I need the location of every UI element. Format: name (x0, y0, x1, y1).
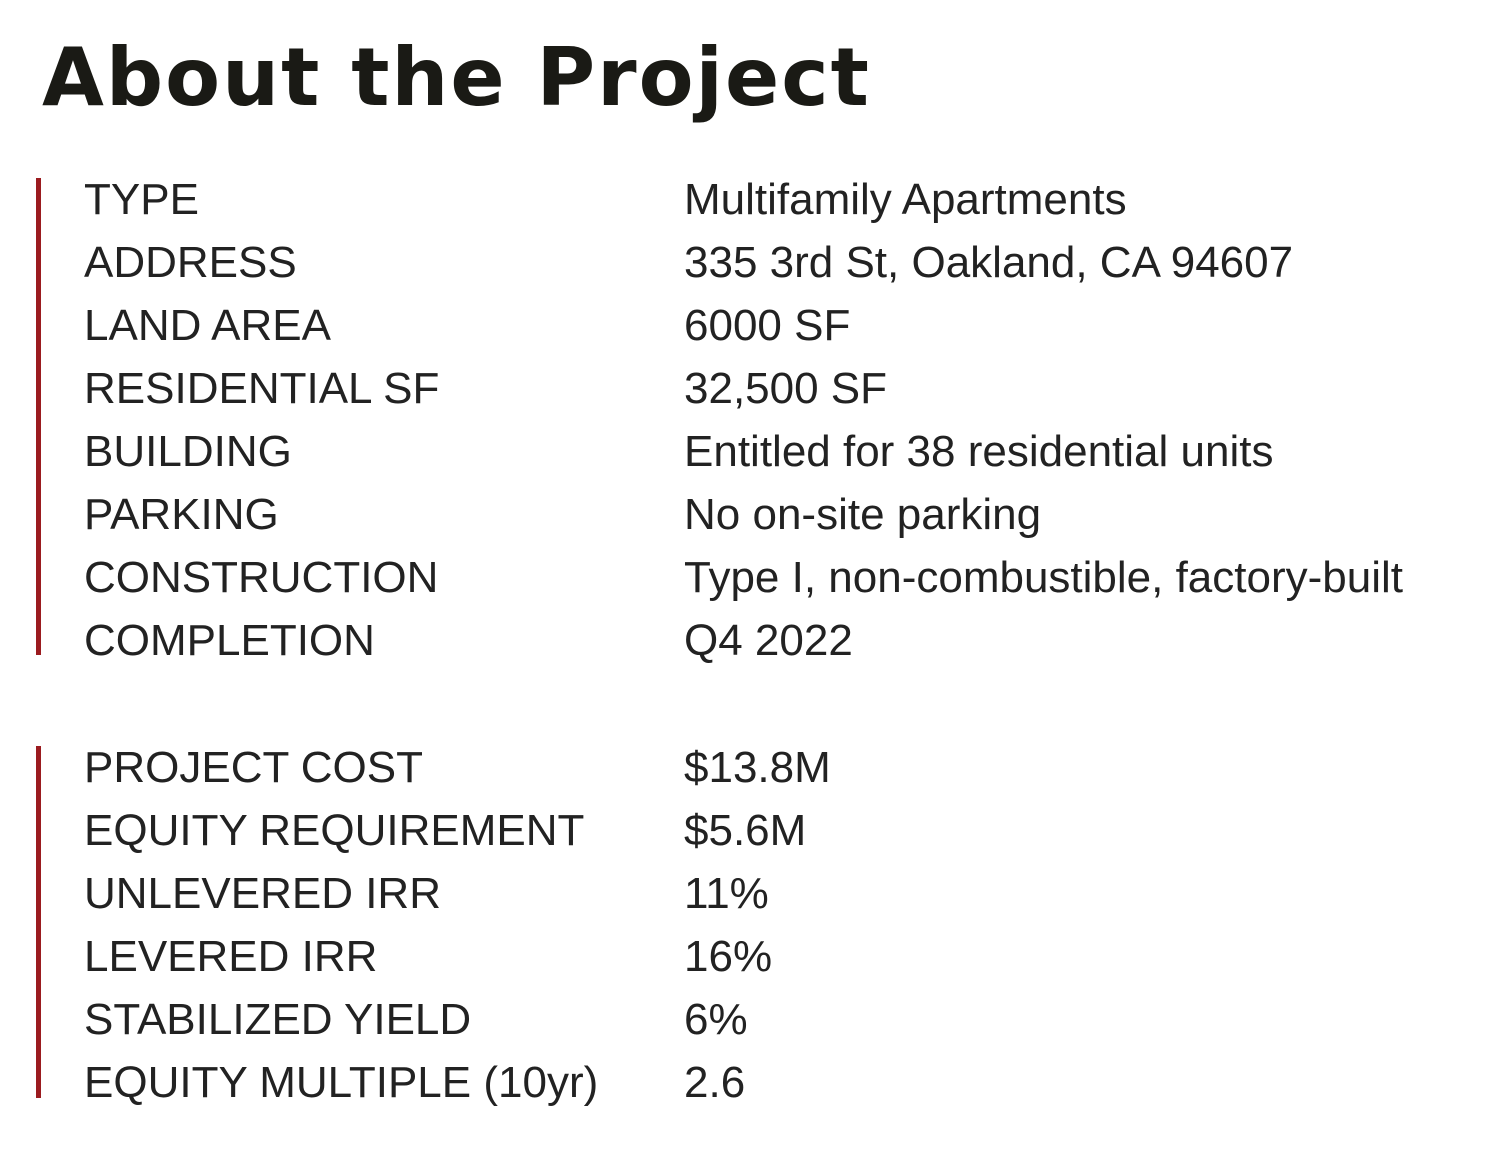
detail-label: COMPLETION (84, 616, 375, 665)
detail-label: ADDRESS (84, 238, 297, 287)
detail-label: PARKING (84, 490, 279, 539)
detail-row-completion (41, 616, 1481, 682)
financial-value: 16% (684, 932, 773, 981)
financial-row-unlevered-irr (41, 869, 1481, 935)
detail-row-residential-sf (41, 364, 1481, 430)
detail-value: No on-site parking (684, 490, 1042, 539)
detail-value: Multifamily Apartments (684, 175, 1127, 224)
financial-label: UNLEVERED IRR (84, 869, 441, 918)
financial-value: $5.6M (684, 806, 807, 855)
financial-value: 2.6 (684, 1058, 746, 1107)
financial-value: 6% (684, 995, 748, 1044)
detail-label: CONSTRUCTION (84, 553, 439, 602)
detail-label: RESIDENTIAL SF (84, 364, 440, 413)
detail-row-land-area (41, 301, 1481, 367)
detail-value: Q4 2022 (684, 616, 853, 665)
financial-label: EQUITY MULTIPLE (10yr) (84, 1058, 599, 1107)
financial-label: STABILIZED YIELD (84, 995, 472, 1044)
detail-row-type (41, 175, 1481, 241)
financials-section (36, 743, 1481, 1107)
financial-label: PROJECT COST (84, 743, 424, 792)
financial-value: $13.8M (684, 743, 831, 792)
detail-value: 6000 SF (684, 301, 851, 350)
detail-value: Entitled for 38 residential units (684, 427, 1274, 476)
detail-row-building (41, 427, 1481, 493)
financial-row-levered-irr (41, 932, 1481, 998)
detail-value: Type I, non-combustible, factory-built (684, 553, 1403, 602)
detail-label: TYPE (84, 175, 199, 224)
financial-label: LEVERED IRR (84, 932, 378, 981)
detail-label: LAND AREA (84, 301, 331, 350)
financial-value: 11% (684, 869, 769, 918)
detail-value: 335 3rd St, Oakland, CA 94607 (684, 238, 1294, 287)
financial-row-project-cost (41, 743, 1481, 809)
detail-row-parking (41, 490, 1481, 556)
financial-label: EQUITY REQUIREMENT (84, 806, 585, 855)
project-details-section (36, 175, 1481, 665)
financial-row-equity-requirement (41, 806, 1481, 872)
detail-row-address (41, 238, 1481, 304)
detail-label: BUILDING (84, 427, 292, 476)
detail-value: 32,500 SF (684, 364, 888, 413)
page-title: About the Project (42, 31, 871, 124)
financial-row-equity-multiple (41, 1058, 1481, 1124)
detail-row-construction (41, 553, 1481, 619)
financial-row-stabilized-yield (41, 995, 1481, 1061)
